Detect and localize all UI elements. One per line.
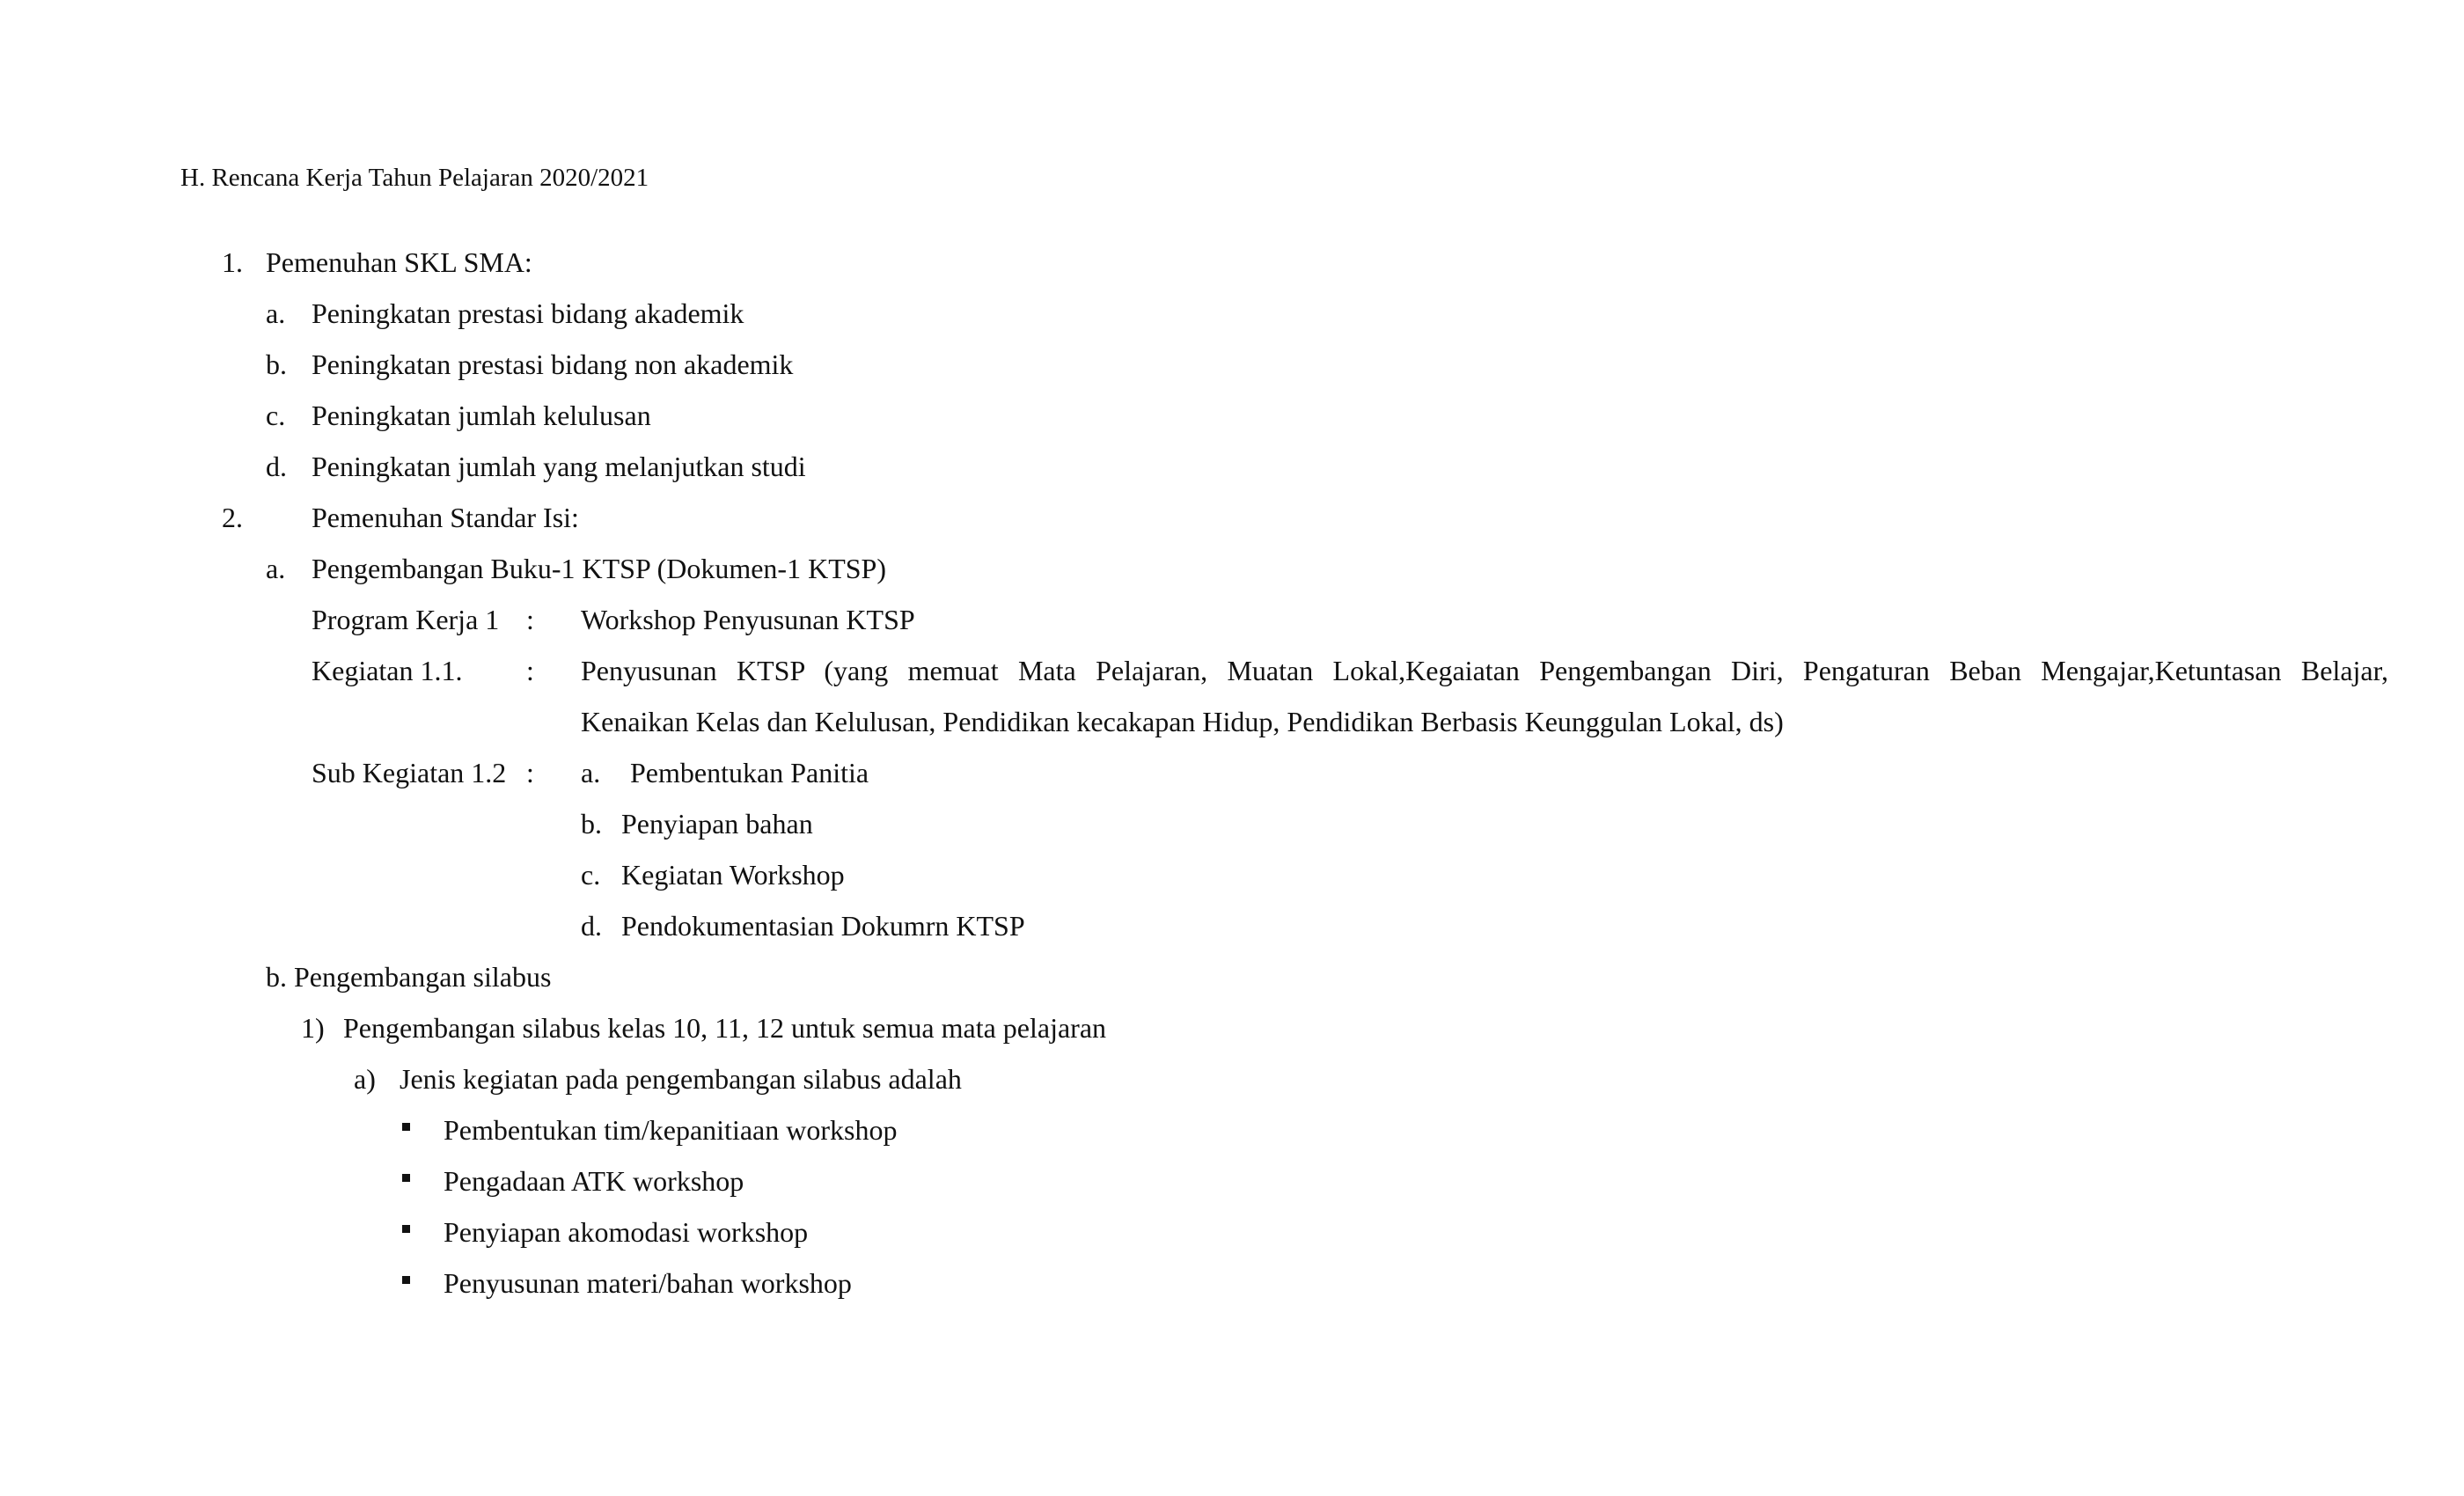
section2-number: 2. [222,502,243,533]
bullet-item-3: Penyiapan akomodasi workshop [444,1216,809,1248]
silabus-sub1-marker: 1) [301,1012,325,1044]
sub-kegiatan-label: Sub Kegiatan 1.2 [312,757,507,788]
sub-kegiatan-item-c-marker: c. [581,859,601,891]
silabus-suba-text: Jenis kegiatan pada pengembangan silabus adalah [400,1063,962,1095]
sub-kegiatan-item-a-marker: a. [581,757,601,788]
sub-kegiatan-item-a-text: Pembentukan Panitia [630,757,869,788]
section1-item-c-marker: c. [266,400,286,431]
square-bullet-icon [402,1174,410,1182]
section1-number: 1. [222,246,243,278]
sub-kegiatan-item-d-marker: d. [581,910,602,942]
section1-title: Pemenuhan SKL SMA: [266,246,532,278]
sub-kegiatan-colon: : [526,757,534,788]
section2-item-a-marker: a. [266,553,286,584]
kegiatan-value-line2: Kenaikan Kelas dan Kelulusan, Pendidikan kecakapan Hidup, Pendidikan Berbasis Keunggulan Lokal, ds) [581,706,1784,737]
silabus-suba-marker: a) [354,1063,376,1095]
bullet-item-2: Pengadaan ATK workshop [444,1165,744,1197]
sub-kegiatan-item-c-text: Kegiatan Workshop [621,859,845,891]
section1-item-b-marker: b. [266,348,287,380]
bullet-item-1: Pembentukan tim/kepanitiaan workshop [444,1114,898,1146]
section1-item-b-text: Peningkatan prestasi bidang non akademik [312,348,794,380]
section1-item-c-text: Peningkatan jumlah kelulusan [312,400,651,431]
section1-item-a-marker: a. [266,297,286,329]
section1-item-a-text: Peningkatan prestasi bidang akademik [312,297,744,329]
program-kerja-colon: : [526,604,534,635]
square-bullet-icon [402,1276,410,1284]
sub-kegiatan-item-b-marker: b. [581,808,602,840]
program-kerja-value: Workshop Penyusunan KTSP [581,604,915,635]
sub-kegiatan-item-b-text: Penyiapan bahan [621,808,813,840]
section1-item-d-text: Peningkatan jumlah yang melanjutkan studi [312,451,806,482]
kegiatan-value-line1: Penyusunan KTSP (yang memuat Mata Pelajaran, Muatan Lokal,Kegaiatan Pengembangan Diri, Pengaturan Beban Mengajar,Ketuntasan Belajar, [581,655,2388,686]
program-kerja-label: Program Kerja 1 [312,604,500,635]
silabus-sub1-text: Pengembangan silabus kelas 10, 11, 12 untuk semua mata pelajaran [343,1012,1107,1044]
kegiatan-label: Kegiatan 1.1. [312,655,463,686]
square-bullet-icon [402,1123,410,1131]
section2-item-a-text: Pengembangan Buku-1 KTSP (Dokumen-1 KTSP) [312,553,886,584]
square-bullet-icon [402,1225,410,1233]
sub-kegiatan-item-d-text: Pendokumentasian Dokumrn KTSP [621,910,1025,942]
bullet-item-4: Penyusunan materi/bahan workshop [444,1267,852,1299]
section2-title: Pemenuhan Standar Isi: [312,502,579,533]
section1-item-d-marker: d. [266,451,287,482]
section2-item-b-text: b. Pengembangan silabus [266,961,552,993]
kegiatan-colon: : [526,655,534,686]
page-heading: H. Rencana Kerja Tahun Pelajaran 2020/2021 [180,164,649,192]
